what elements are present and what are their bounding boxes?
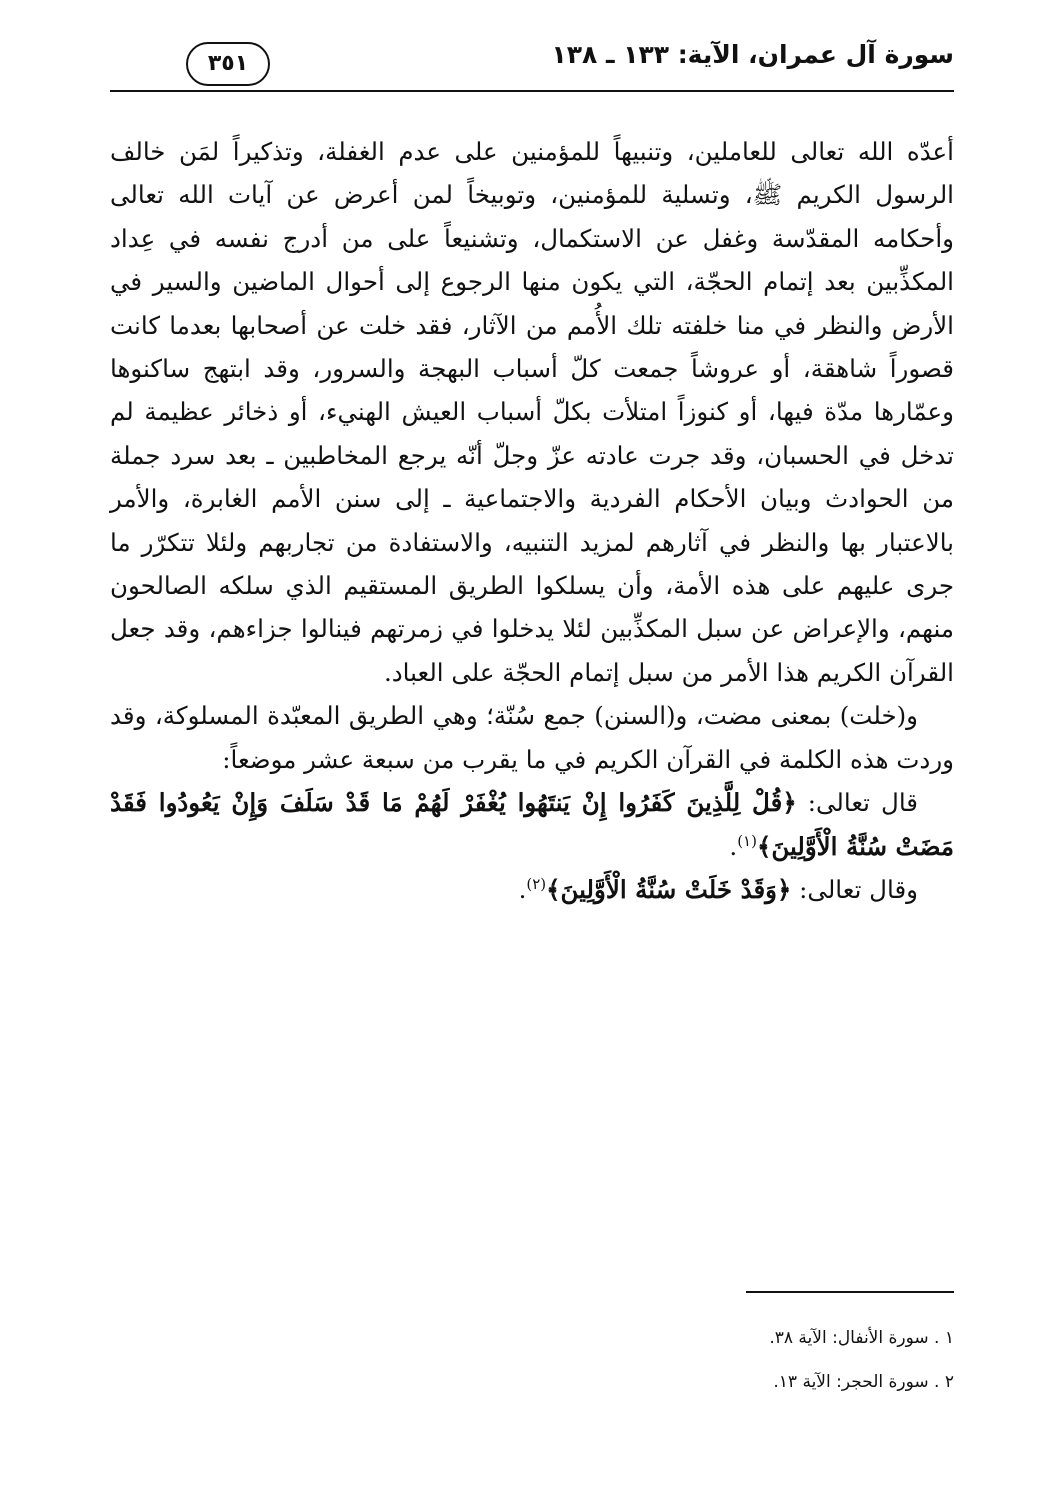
page-number: ٣٥١ xyxy=(186,42,270,86)
footnotes xyxy=(354,1316,954,1404)
citation-end: . xyxy=(518,874,527,904)
header-rule xyxy=(110,90,954,92)
footnote-ref: (١) xyxy=(737,831,757,850)
footnote: ٢ . سورة الحجر: الآية ١٣. xyxy=(773,1372,954,1392)
main-text xyxy=(110,130,954,911)
footnote-separator xyxy=(746,1291,954,1293)
citation-end: . xyxy=(729,831,738,861)
paragraph: و(خلت) بمعنى مضت، و(السنن) جمع سُنّة؛ وهي الطريق المعبّدة المسلوكة، وقد وردت هذه الكلمة في القرآن الكريم في ما يقرب من سبعة عشر موضعاً: xyxy=(110,701,954,774)
quran-citation-2 xyxy=(110,868,954,911)
footnote-ref: (٢) xyxy=(526,874,547,893)
quran-verse: ﴿وَقَدْ خَلَتْ سُنَّةُ الْأَوَّلِينَ﴾ xyxy=(546,874,792,904)
quran-citation-1 xyxy=(110,781,954,868)
paragraph: أعدّه الله تعالى للعاملين، وتنبيهاً للمؤمنين على عدم الغفلة، وتذكيراً لمَن خالف الرسول الكريم ﷺ، وتسلية للمؤمنين، وتوبيخاً لمن أعرض عن آيات الله تعالى وأحكامه المقدّسة وغفل عن الاستكمال، وتشنيعاً على من أدرج نفسه في عِداد المكذِّبين بعد إتمام الحجّة، التي يكون منها الرجوع إلى أحوال الماضين والسير في الأرض والنظر في منا خلفته تلك الأُمم من الآثار، فقد خلت عن أصحابها بعدما كانت قصوراً شاهقة، أو عروشاً جمعت كلّ أسباب البهجة والسرور، وقد ابتهج ساكنوها وعمّارها مدّة فيها، أو كنوزاً امتلأت بكلّ أسباب العيش الهنيء، أو ذخائر عظيمة لم تدخل في الحسبان، وقد جرت عادته عزّ وجلّ أنّه يرجع المخاطبين ـ بعد سرد جملة من الحوادث وبيان الأحكام الفردية والاجتماعية ـ إلى سنن الأمم الغابرة، والأمر بالاعتبار بها والنظر في آثارهم لمزيد التنبيه، والاستفادة من تجاربهم ولئلا تتكرّر ما جرى عليهم على هذه الأمة، وأن يسلكوا الطريق المستقيم الذي سلكه الصالحون منهم، والإعراض عن سبل المكذِّبين لئلا يدخلوا في زمرتهم فينالوا جزاءهم، وقد جعل القرآن الكريم هذا الأمر من سبل إتمام الحجّة على العباد. xyxy=(110,137,954,687)
citation-intro: قال تعالى: xyxy=(796,788,919,818)
page-header xyxy=(110,34,954,92)
quran-verse: ﴿قُلْ لِلَّذِينَ كَفَرُوا إِنْ يَنتَهُوا يُغْفَرْ لَهُمْ مَا قَدْ سَلَفَ وَإِنْ يَعُودُوا فَقَدْ مَضَتْ سُنَّةُ الْأَوَّلِينَ﴾ xyxy=(110,788,954,861)
citation-intro: وقال تعالى: xyxy=(791,874,918,904)
running-title: سورة آل عمران، الآية: ١٣٣ ـ ١٣٨ xyxy=(551,40,954,69)
footnote: ١ . سورة الأنفال: الآية ٣٨. xyxy=(769,1328,954,1348)
